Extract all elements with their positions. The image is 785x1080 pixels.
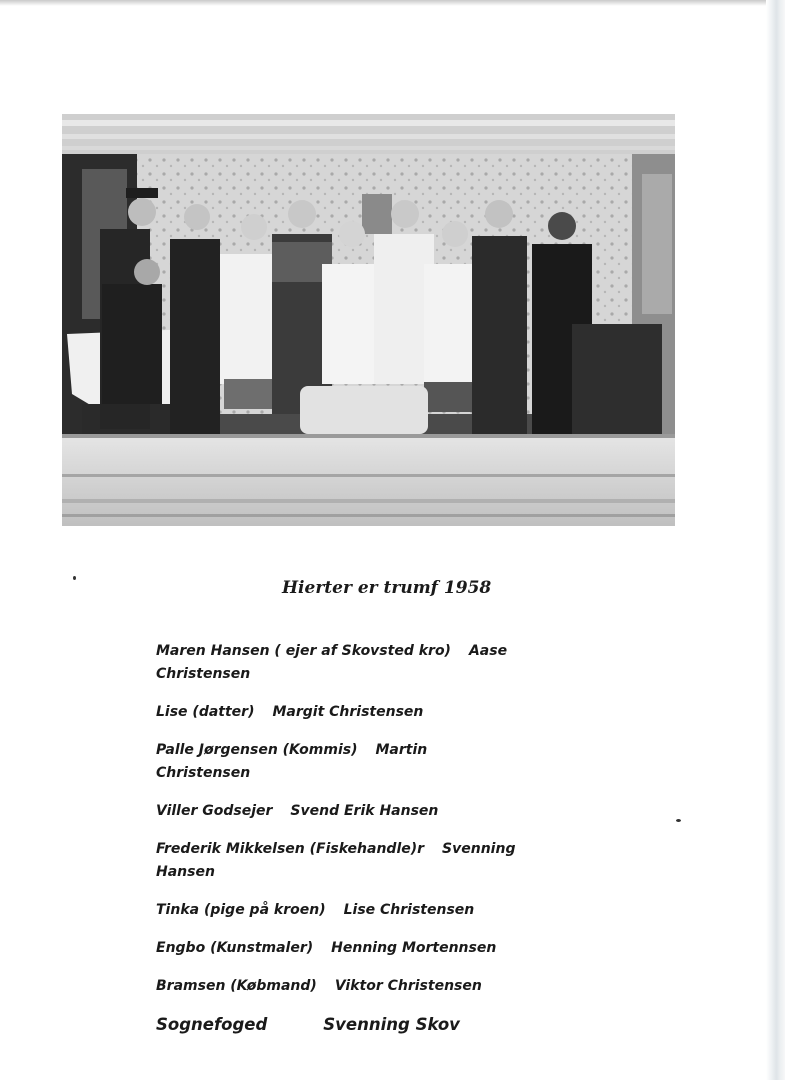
- actor-name: Svenning Hansen: [156, 841, 516, 880]
- role-name: Engbo (Kunstmaler): [156, 940, 314, 956]
- cast-entry: [156, 701, 516, 724]
- role-name: Palle Jørgensen (Kommis): [156, 742, 358, 758]
- role-name: Bramsen (Købmand): [156, 978, 317, 994]
- role-name: Sognefoged: [156, 1015, 268, 1034]
- role-name: Tinka (pige på kroen): [156, 902, 326, 918]
- scan-speck: [676, 819, 681, 822]
- cast-entry: [156, 640, 516, 686]
- cast-entry: [156, 975, 516, 998]
- cast-entry: [156, 899, 516, 922]
- actor-name: Lise Christensen: [343, 902, 475, 918]
- cast-list: [156, 640, 516, 1051]
- role-name: Frederik Mikkelsen (Fiskehandle)r: [156, 841, 425, 857]
- page-top-edge: [0, 0, 785, 6]
- actor-name: Henning Mortennsen: [331, 940, 497, 956]
- actor-name: Margit Christensen: [272, 704, 424, 720]
- cast-entry: [156, 937, 516, 960]
- actor-name: Aase Christensen: [156, 643, 508, 682]
- cast-entry: [156, 838, 516, 884]
- actor-name: Svend Erik Hansen: [290, 803, 439, 819]
- role-name: Viller Godsejer: [156, 803, 273, 819]
- actor-name: Svenning Skov: [323, 1015, 460, 1034]
- scan-speck: [73, 576, 76, 580]
- cast-entry: [156, 739, 516, 785]
- cast-entry: [156, 1013, 516, 1036]
- role-name: Lise (datter): [156, 704, 255, 720]
- actor-name: Viktor Christensen: [334, 978, 482, 994]
- stage-photograph: [62, 114, 682, 532]
- document-title: Hierter er trumf 1958: [282, 578, 492, 598]
- actor-name: Martin Christensen: [156, 742, 428, 781]
- cast-entry: [156, 800, 516, 823]
- page-right-edge: [766, 0, 785, 1080]
- role-name: Maren Hansen ( ejer af Skovsted kro): [156, 643, 451, 659]
